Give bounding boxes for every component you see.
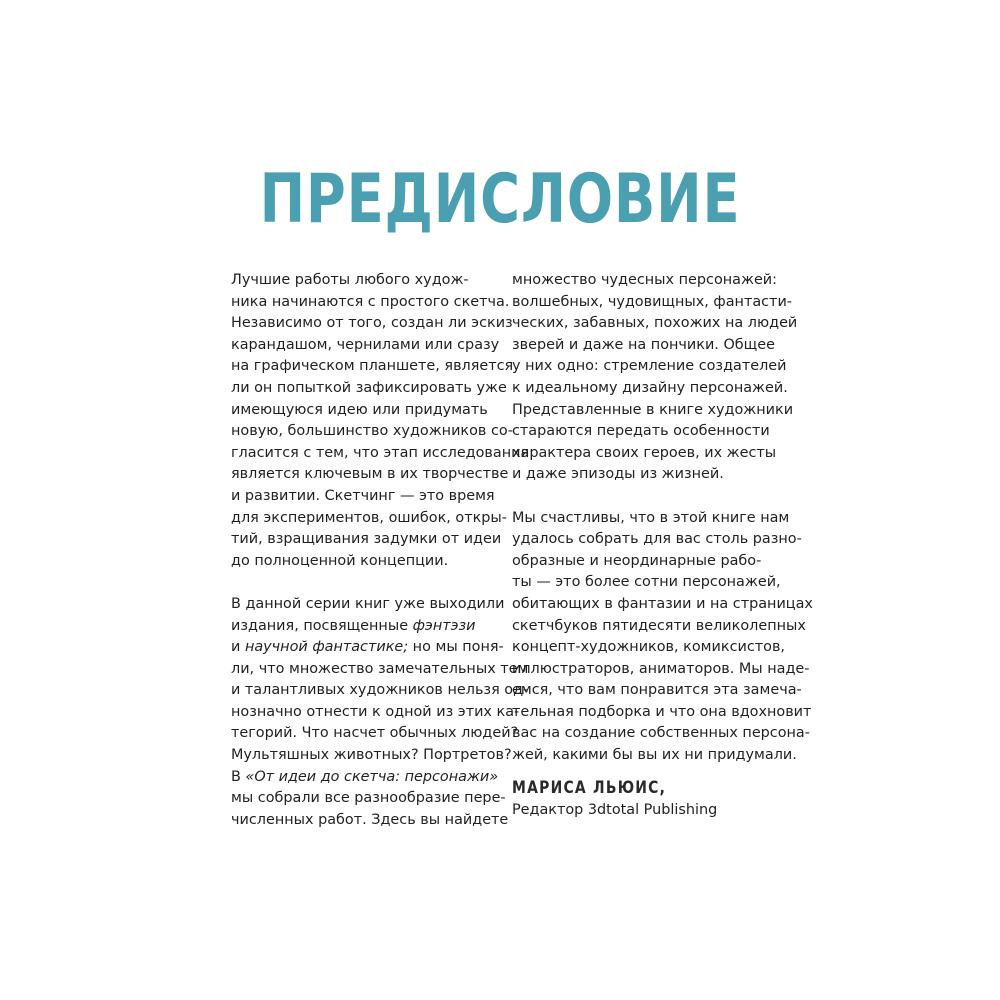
text-line: является ключевым в их творчестве [231, 466, 509, 483]
italic-term: фэнтэзи [412, 617, 476, 634]
signature-name: МАРИСА ЛЬЮИС, [512, 777, 667, 798]
text-line: тегорий. Что насчет обычных людей? [231, 725, 519, 742]
text-line: удалось собрать для вас столь разно- [512, 531, 802, 548]
paragraph-gap [231, 572, 529, 594]
text-line: и талантливых художников нельзя од- [231, 682, 529, 699]
text-line: нозначно отнести к одной из этих ка- [231, 703, 520, 720]
signature-role: Редактор 3dtotal Publishing [512, 802, 718, 819]
text-line: карандашом, чернилами или сразу [231, 336, 500, 353]
text-line: имеющуюся идею или придумать [231, 401, 488, 418]
right-column [512, 270, 813, 822]
text-line: на графическом планшете, является [231, 358, 514, 375]
text-line: до полноценной концепции. [231, 552, 449, 569]
text-line: новую, большинство художников со- [231, 423, 513, 440]
text-line: Лучшие работы любого худож- [231, 272, 469, 288]
text-line: стараются передать особенности [512, 423, 770, 440]
text-line: ли он попыткой зафиксировать уже [231, 379, 507, 396]
text-line: скетчбуков пятидесяти великолепных [512, 617, 806, 634]
text-line: Независимо от того, создан ли эскиз [231, 315, 513, 332]
text-line: множество чудесных персонажей: [512, 272, 777, 288]
text-line: Представленные в книге художники [512, 401, 794, 418]
text-line: вас на создание собственных персона- [512, 725, 810, 742]
text-line: ческих, забавных, похожих на людей [512, 315, 798, 332]
text-line: емся, что вам понравится эта замеча- [512, 682, 802, 699]
text-line: волшебных, чудовищных, фантасти- [512, 293, 792, 310]
paragraph-gap [512, 486, 813, 508]
text-line: иллюстраторов, аниматоров. Мы наде- [512, 660, 810, 677]
text-line: концепт-художников, комиксистов, [512, 639, 785, 656]
italic-book-title: «От идеи до скетча: персонажи» [245, 768, 499, 785]
text-span: В [231, 768, 246, 785]
text-line: для экспериментов, ошибок, откры- [231, 509, 507, 526]
text-line: и даже эпизоды из жизней. [512, 466, 724, 483]
text-line [231, 637, 529, 659]
text-line: обитающих в фантазии и на страницах [512, 595, 813, 612]
italic-term: научной фантастике; [244, 639, 409, 656]
text-span: но мы поня- [408, 639, 504, 656]
text-line: ты — это более сотни персонажей, [512, 574, 781, 591]
text-line: тий, взращивания задумки от идеи [231, 531, 502, 548]
text-line: у них одно: стремление создателей [512, 358, 787, 375]
text-span: и [231, 639, 245, 656]
text-line: ли, что множество замечательных тем [231, 660, 529, 677]
text-line: гласится с тем, что этап исследования [231, 444, 530, 461]
text-line: тельная подборка и что она вдохновит [512, 703, 812, 720]
text-line: и развитии. Скетчинг — это время [231, 487, 495, 504]
text-line: характера своих героев, их жесты [512, 444, 777, 461]
text-line [231, 616, 529, 638]
text-line: образные и неординарные рабо- [512, 552, 762, 569]
text-line: Мультяшных животных? Портретов? [231, 747, 512, 764]
text-line: жей, какими бы вы их ни придумали. [512, 747, 797, 764]
text-line: Мы счастливы, что в этой книге нам [512, 509, 790, 526]
text-line: к идеальному дизайну персонажей. [512, 379, 788, 396]
text-line: мы собрали все разнообразие пере- [231, 790, 506, 807]
left-column [231, 270, 529, 831]
text-line: численных работ. Здесь вы найдете [231, 811, 509, 828]
text-line [231, 767, 529, 789]
text-span: издания, посвященные [231, 617, 413, 634]
text-line: ника начинаются с простого скетча. [231, 293, 510, 310]
text-line: зверей и даже на пончики. Общее [512, 336, 775, 353]
text-line: В данной серии книг уже выходили [231, 595, 505, 612]
page-title: ПРЕДИСЛОВИЕ [259, 160, 741, 239]
